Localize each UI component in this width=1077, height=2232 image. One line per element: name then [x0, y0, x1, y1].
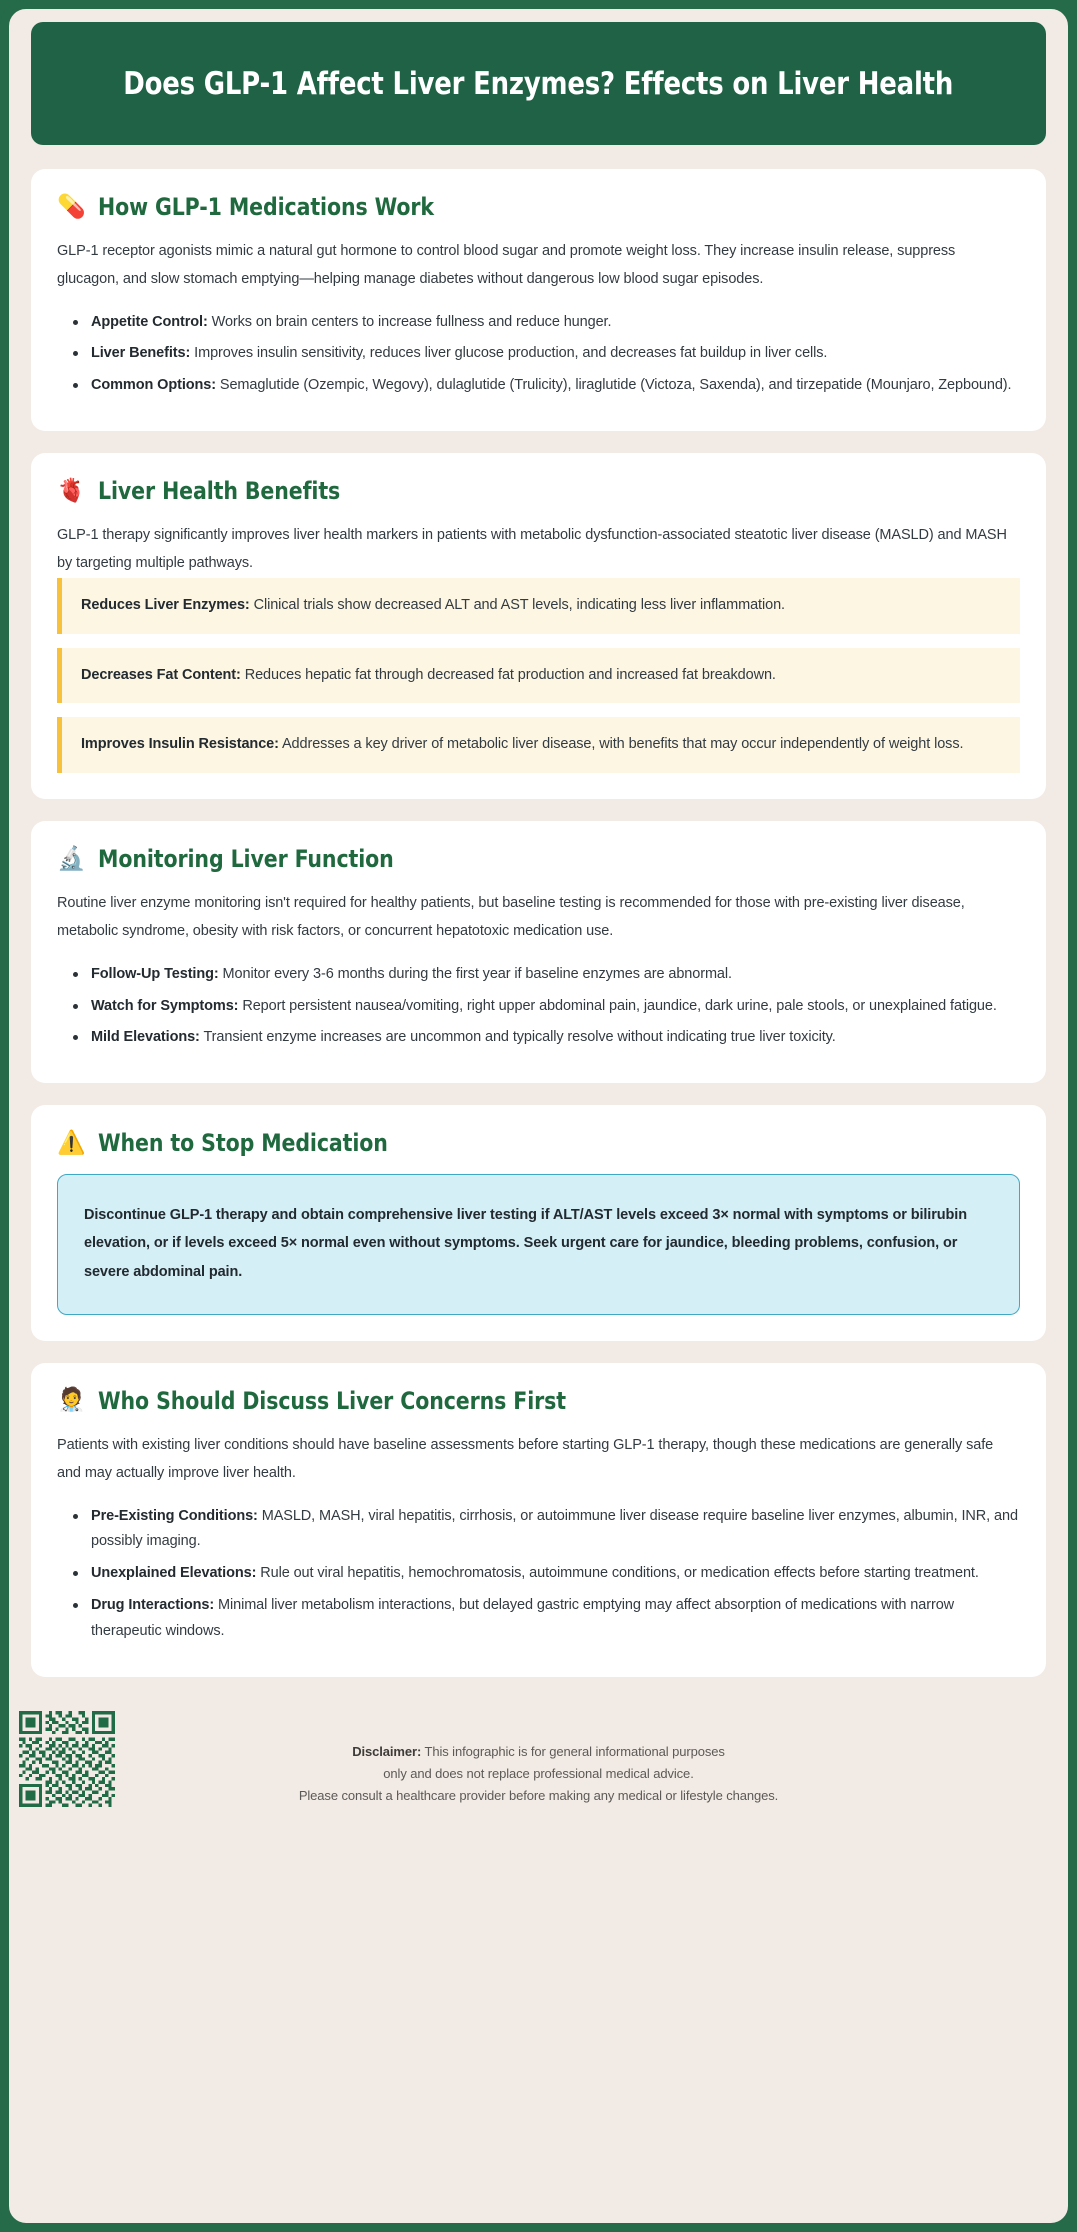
callout-text: Addresses a key driver of metabolic liver disease, with benefits that may occur independently of weight loss.: [278, 736, 964, 753]
section-card: [31, 1105, 1046, 1341]
section-header: [57, 193, 1020, 221]
list-item-text: Report persistent nausea/vomiting, right upper abdominal pain, jaundice, dark urine, pale stools, or unexplained fatigue.: [238, 997, 997, 1014]
list-item: [91, 994, 1020, 1020]
warning-alert-box: Discontinue GLP-1 therapy and obtain comprehensive liver testing if ALT/AST levels exceed 3× normal with symptoms or bilirubin elevation, or if levels exceed 5× normal even without symptoms. Seek urgent care for jaundice, bleeding problems, confusion, or severe abdominal pain.: [57, 1174, 1020, 1315]
disclaimer-line-1: This infographic is for general informational purposes: [421, 1743, 725, 1759]
disclaimer-text: [31, 1717, 1046, 1808]
section-header: [57, 1387, 1020, 1415]
list-item: [91, 1593, 1020, 1645]
callout-label: Reduces Liver Enzymes:: [81, 596, 250, 613]
list-item-text: Transient enzyme increases are uncommon and typically resolve without indicating true liver toxicity.: [199, 1029, 836, 1046]
callout-text: Clinical trials show decreased ALT and AST levels, indicating less liver inflammation.: [249, 596, 785, 613]
section-intro: Routine liver enzyme monitoring isn't required for healthy patients, but baseline testing is recommended for those with pre-existing liver disease, metabolic syndrome, obesity with risk factors, or concurrent hepatotoxic medication use.: [57, 895, 965, 939]
bullet-list: [57, 1504, 1020, 1645]
section-title: Who Should Discuss Liver Concerns First: [97, 1386, 566, 1415]
pill-icon: 💊: [57, 193, 86, 220]
bullet-list: [57, 962, 1020, 1051]
list-item-text: Improves insulin sensitivity, reduces liver glucose production, and decreases fat buildup in liver cells.: [190, 345, 828, 362]
list-item: [91, 1025, 1020, 1051]
list-item-label: Pre-Existing Conditions:: [91, 1507, 258, 1524]
header-banner: [31, 22, 1046, 145]
list-item-label: Appetite Control:: [91, 313, 208, 330]
section-header: [57, 1129, 1020, 1157]
list-item: [91, 341, 1020, 367]
section-title: Liver Health Benefits: [97, 477, 340, 506]
callout-item: [57, 648, 1020, 704]
section-intro: Patients with existing liver conditions should have baseline assessments before starting GLP-1 therapy, though these medications are generally safe and may actually improve liver health.: [57, 1436, 994, 1481]
list-item: [91, 310, 1020, 336]
callout-label: Decreases Fat Content:: [81, 666, 241, 683]
list-item: [91, 962, 1020, 988]
disclaimer-label: Disclaimer:: [352, 1743, 422, 1759]
callout-item: [57, 578, 1020, 634]
list-item-label: Common Options:: [91, 377, 216, 394]
page-content: [9, 9, 1068, 2223]
list-item-label: Follow-Up Testing:: [91, 965, 219, 982]
list-item-text: Semaglutide (Ozempic, Wegovy), dulaglutide (Trulicity), liraglutide (Victoza, Saxenda), and tirzepatide (Mounjaro, Zepbound).: [215, 377, 1012, 394]
list-item-label: Liver Benefits:: [91, 345, 191, 362]
qr-code-icon[interactable]: [19, 1711, 115, 1807]
section-card: [31, 821, 1046, 1083]
section-title: Monitoring Liver Function: [97, 845, 394, 874]
list-item-text: MASLD, MASH, viral hepatitis, cirrhosis, or autoimmune liver disease require baseline liver enzymes, albumin, INR, and possibly imaging.: [91, 1507, 1018, 1550]
callout-label: Improves Insulin Resistance:: [81, 736, 279, 753]
list-item: [91, 373, 1020, 399]
section-card: [31, 453, 1046, 799]
list-item-text: Monitor every 3-6 months during the first year if baseline enzymes are abnormal.: [218, 965, 732, 982]
list-item-text: Works on brain centers to increase fullness and reduce hunger.: [207, 313, 612, 330]
callout-text: Reduces hepatic fat through decreased fat production and increased fat breakdown.: [240, 666, 776, 683]
anatomical-heart-icon: 🫀: [57, 477, 86, 504]
sections-container: [31, 169, 1046, 1677]
section-card: [31, 1363, 1046, 1677]
health-worker-icon: 🧑‍⚕️: [57, 1387, 86, 1414]
list-item-label: Drug Interactions:: [91, 1596, 215, 1613]
section-title: When to Stop Medication: [97, 1129, 388, 1158]
section-header: [57, 477, 1020, 505]
list-item: [91, 1504, 1020, 1556]
list-item-label: Unexplained Elevations:: [91, 1565, 257, 1582]
section-header: [57, 845, 1020, 873]
warning-triangle-icon: ⚠️: [57, 1129, 86, 1156]
list-item-text: Rule out viral hepatitis, hemochromatosis, autoimmune conditions, or medication effects before starting treatment.: [256, 1565, 979, 1582]
list-item-label: Watch for Symptoms:: [91, 997, 239, 1014]
microscope-icon: 🔬: [57, 845, 86, 872]
section-title: How GLP-1 Medications Work: [97, 193, 434, 221]
disclaimer-line-2: only and does not replace professional medical advice.: [383, 1765, 694, 1781]
section-card: [31, 169, 1046, 431]
footer: [31, 1699, 1046, 1849]
bullet-list: [57, 310, 1020, 399]
section-intro: GLP-1 receptor agonists mimic a natural gut hormone to control blood sugar and promote weight loss. They increase insulin release, suppress glucagon, and slow stomach emptying—helping manage diabetes without dangerous low blood sugar episodes.: [57, 243, 956, 287]
page-title: Does GLP-1 Affect Liver Enzymes? Effects on Liver Health: [123, 65, 954, 102]
list-item-label: Mild Elevations:: [91, 1029, 200, 1046]
section-intro: GLP-1 therapy significantly improves liver health markers in patients with metabolic dysfunction-associated steatotic liver disease (MASLD) and MASH by targeting multiple pathways.: [57, 527, 1007, 571]
callout-item: [57, 717, 1020, 773]
list-item-text: Minimal liver metabolism interactions, but delayed gastric emptying may affect absorption of medications with narrow therapeutic windows.: [91, 1596, 955, 1639]
list-item: [91, 1561, 1020, 1587]
disclaimer-line-3: Please consult a healthcare provider before making any medical or lifestyle changes.: [298, 1788, 779, 1804]
